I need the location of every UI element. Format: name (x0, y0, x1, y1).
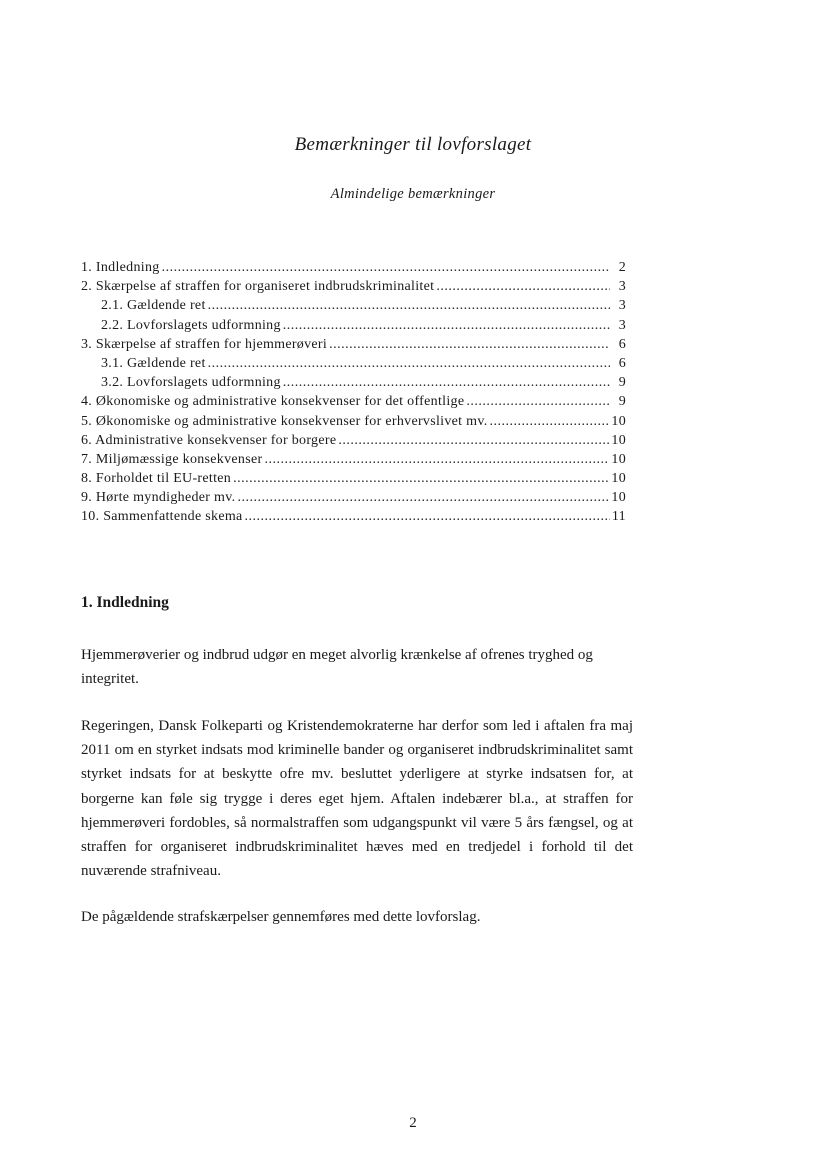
body-paragraph: Regeringen, Dansk Folkeparti og Kristendemokraterne har derfor som led i aftalen fra maj 2011 om en styrket indsats mod kriminelle bander og organiseret indbrudskriminalitet samt styrket indsats for at beskytte ofre mv. besluttet yderligere at styrke indsatsen for, at borgerne kan føle sig trygge i deres eget hjem. Aftalen indebærer bl.a., at straffen for hjemmerøveri fordobles, så normalstraffen som udgangspunkt vil være 5 års fængsel, og at straffen for organiseret indbrudskriminalitet hæves med en tredjedel i forhold til det nuværende strafniveau. (81, 718, 633, 880)
toc-leader-dots (283, 316, 610, 335)
toc-entry-page: 6 (618, 355, 626, 371)
toc-leader-dots (436, 277, 610, 296)
toc-entry (81, 277, 626, 296)
toc-leader-dots (245, 507, 610, 526)
toc-leader-dots (208, 296, 610, 315)
toc-entry-page: 3 (618, 279, 626, 295)
table-of-contents (81, 258, 626, 527)
toc-entry-page: 6 (618, 336, 626, 352)
toc-entry-page: 3 (618, 298, 626, 314)
toc-subentry (81, 296, 626, 315)
toc-entry-label: 10. Sammenfattende skema (81, 509, 243, 525)
toc-entry (81, 412, 626, 431)
toc-leader-dots (233, 469, 609, 488)
toc-entry-page: 9 (618, 394, 626, 410)
toc-entry-label: 2.1. Gældende ret (101, 298, 206, 314)
toc-entry-page: 2 (618, 260, 626, 275)
toc-entry-page: 10 (611, 451, 626, 467)
toc-entry-label: 3.1. Gældende ret (101, 355, 206, 371)
toc-entry (81, 450, 626, 469)
toc-leader-dots (162, 258, 610, 277)
toc-entry-label: 8. Forholdet til EU-retten (81, 471, 232, 487)
body-paragraph: De pågældende strafskærpelser gennemføres med dette lovforslag. (81, 909, 481, 925)
toc-entry (81, 431, 626, 450)
toc-subentry (81, 354, 626, 373)
toc-entry-label: 4. Økonomiske og administrative konsekvenser for det offentlige (81, 394, 465, 410)
toc-leader-dots (264, 450, 609, 469)
toc-entry-label: 9. Hørte myndigheder mv. (81, 490, 236, 506)
page-number: 2 (409, 1115, 417, 1131)
toc-entry-label: 3.2. Lovforslagets udformning (101, 375, 281, 391)
document-title: Bemærkninger til lovforslaget (294, 134, 532, 155)
toc-entry-label: 6. Administrative konsekvenser for borgere (81, 432, 337, 448)
toc-entry (81, 469, 626, 488)
toc-entry-page: 10 (611, 490, 626, 506)
toc-entry (81, 507, 626, 526)
toc-entry-page: 10 (611, 432, 626, 448)
toc-entry (81, 335, 626, 354)
body-paragraph: Hjemmerøverier og indbrud udgør en meget alvorlig krænkelse af ofrenes tryghed og integritet. (81, 647, 593, 688)
toc-entry-page: 9 (618, 375, 626, 391)
toc-leader-dots (283, 373, 610, 392)
toc-entry-page: 3 (618, 317, 626, 333)
toc-entry-label: 3. Skærpelse af straffen for hjemmerøveri (81, 336, 328, 352)
toc-leader-dots (329, 335, 610, 354)
document-subtitle: Almindelige bemærkninger (330, 186, 496, 202)
toc-leader-dots (490, 412, 610, 431)
toc-entry-label: 7. Miljømæssige konsekvenser (81, 451, 263, 467)
toc-subentry (81, 316, 626, 335)
toc-entry-label: 1. Indledning (81, 260, 160, 275)
toc-leader-dots (466, 392, 610, 411)
toc-leader-dots (237, 488, 609, 507)
toc-entry-label: 2.2. Lovforslagets udformning (101, 317, 281, 333)
toc-entry-label: 5. Økonomiske og administrative konsekvenser for erhvervslivet mv. (81, 413, 488, 429)
section-heading: 1. Indledning (81, 594, 169, 611)
toc-leader-dots (338, 431, 609, 450)
toc-entry-page: 10 (611, 471, 626, 487)
toc-entry-page: 11 (611, 509, 626, 525)
toc-entry-label: 2. Skærpelse af straffen for organiseret indbrudskriminalitet (81, 279, 435, 295)
toc-leader-dots (208, 354, 610, 373)
toc-entry (81, 392, 626, 411)
toc-subentry (81, 373, 626, 392)
toc-entry (81, 258, 626, 277)
toc-entry (81, 488, 626, 507)
toc-entry-page: 10 (611, 413, 626, 429)
